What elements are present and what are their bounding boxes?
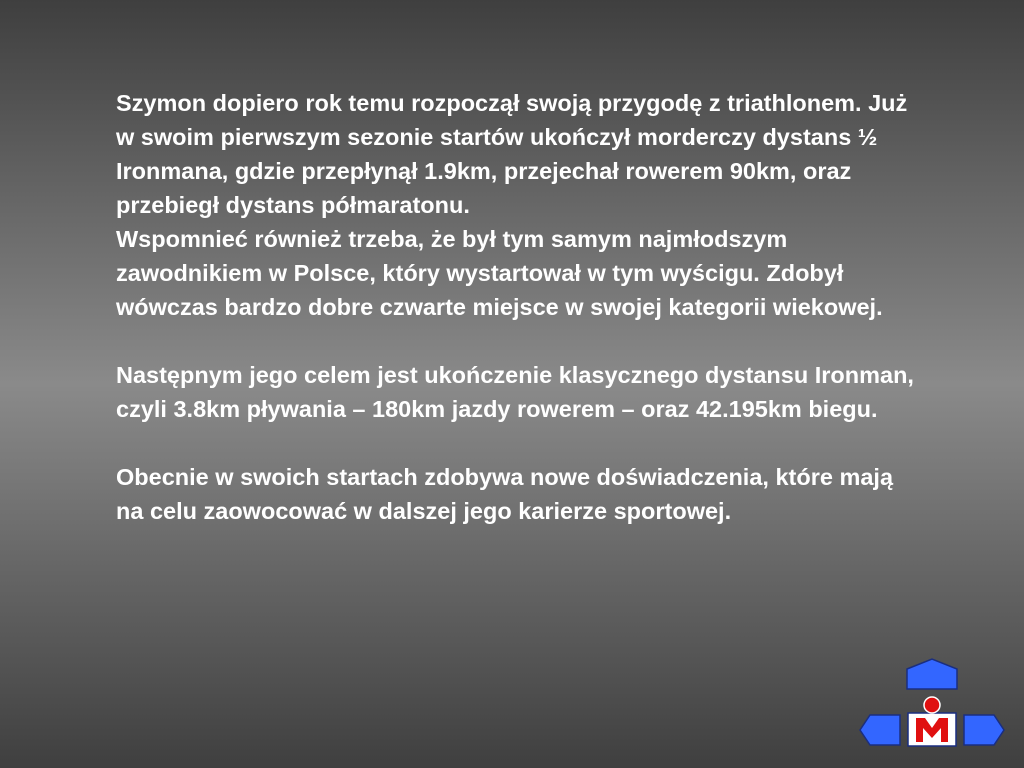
ironman-logo-icon[interactable] (906, 694, 958, 748)
paragraph-spacer (116, 426, 916, 460)
paragraph-first-season: Szymon dopiero rok temu rozpoczął swoją przygodę z triathlonem. Już w swoim pierwszym sezonie startów ukończył morderczy dystans ½ Ironmana, gdzie przepłynął 1.9km, przejechał rowerem 90km, oraz przebiegł dystans półmaratonu. (116, 90, 908, 218)
paragraph-spacer (116, 324, 916, 358)
paragraph-next-goal: Następnym jego celem jest ukończenie klasycznego dystansu Ironman, czyli 3.8km pływania – 180km jazdy rowerem – oraz 42.195km biegu. (116, 362, 914, 422)
next-arrow-icon[interactable] (962, 713, 1006, 747)
paragraph-current-experience: Obecnie w swoich startach zdobywa nowe doświadczenia, które mają na celu zaowocować w dalszej jego karierze sportowej. (116, 464, 894, 524)
paragraph-youngest-competitor: Wspomnieć również trzeba, że był tym samym najmłodszym zawodnikiem w Polsce, który wystartował w tym wyścigu. Zdobył wówczas bardzo dobre czwarte miejsce w swojej kategorii wiekowej. (116, 226, 883, 320)
home-up-icon[interactable] (905, 657, 959, 691)
slide-body (116, 86, 916, 528)
previous-arrow-icon[interactable] (858, 713, 902, 747)
